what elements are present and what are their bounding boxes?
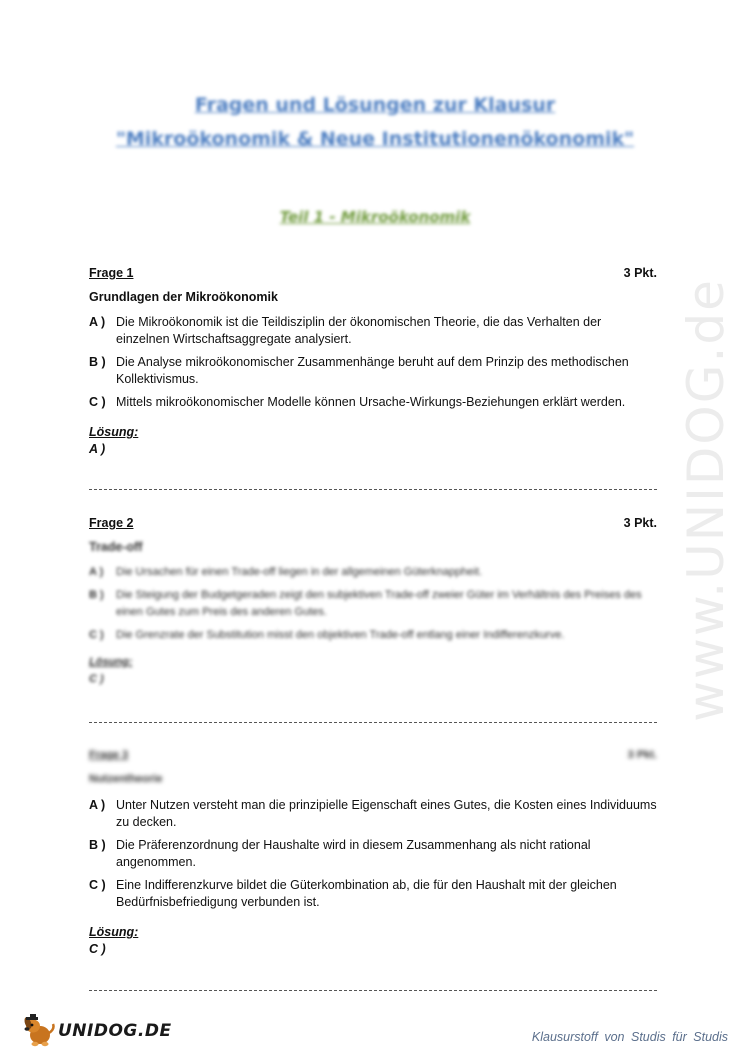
- answer-option-b: [89, 354, 657, 388]
- unidog-logo[interactable]: [22, 1013, 172, 1049]
- solution-answer: C ): [89, 942, 106, 956]
- answer-option-c: [89, 877, 657, 911]
- option-letter: A ): [89, 566, 104, 578]
- separator-line: [89, 489, 657, 490]
- watermark: [676, 270, 736, 730]
- option-letter: B ): [89, 355, 106, 369]
- option-text: Die Steigung der Budgetgeraden zeigt den subjektiven Trade-off zweier Güter im Verhältnis des Preises des einen Gutes zum Preis des anderen Gutes.: [116, 589, 642, 618]
- option-letter: C ): [89, 629, 104, 641]
- question-points: 3 Pkt.: [623, 516, 657, 530]
- question-header: [89, 516, 657, 534]
- option-text: Mittels mikroökonomischer Modelle können Ursache-Wirkungs-Beziehungen erklärt werden.: [116, 395, 626, 409]
- option-text: Die Präferenzordnung der Haushalte wird in diesem Zusammenhang als nicht rational angenommen.: [116, 838, 591, 869]
- solution-answer: A ): [89, 442, 106, 456]
- answer-option-b: [89, 837, 657, 871]
- question-points: 3 Pkt.: [623, 266, 657, 280]
- footer-tagline: Klausurstoff von Studis für Studis: [531, 1030, 728, 1044]
- document-title-line1: Fragen und Lösungen zur Klausur: [194, 94, 556, 116]
- option-text: Eine Indifferenzkurve bildet die Güterkombination ab, die für den Haushalt mit der gleichen Bedürfnisbefriedigung verbunden ist.: [116, 878, 617, 909]
- question-header: [89, 266, 657, 284]
- option-text: Die Analyse mikroökonomischer Zusammenhänge beruht auf dem Prinzip des methodischen Kollektivismus.: [116, 355, 629, 386]
- option-text: Die Grenzrate der Substitution misst den objektiven Trade-off entlang einer Indifferenzkurve.: [116, 629, 565, 641]
- answer-option-c: [89, 394, 657, 411]
- question-2: [89, 516, 657, 690]
- separator-line: [89, 990, 657, 991]
- question-points: 3 Pkt.: [627, 749, 657, 761]
- question-label: Frage 1: [89, 266, 134, 280]
- question-label: Frage 2: [89, 516, 134, 530]
- watermark-text: www.UNIDOG.de: [677, 278, 736, 722]
- answer-option-a: [89, 797, 657, 831]
- option-text: Die Ursachen für einen Trade-off liegen in der allgemeinen Güterknappheit.: [116, 566, 483, 578]
- solution-answer: C ): [89, 673, 104, 685]
- option-letter: C ): [89, 395, 106, 409]
- question-1: [89, 266, 657, 459]
- question-label: Frage 3: [89, 749, 129, 761]
- option-letter: C ): [89, 878, 106, 892]
- question-topic: Nutzentheorie: [89, 773, 163, 785]
- question-topic: Grundlagen der Mikroökonomik: [89, 290, 278, 304]
- question-topic: Trade-off: [89, 540, 143, 554]
- solution-label: Lösung:: [89, 425, 139, 439]
- solution-label: Lösung:: [89, 925, 139, 939]
- answer-option-a: [89, 314, 657, 348]
- option-letter: A ): [89, 798, 106, 812]
- logo-text: UNIDOG.DE: [58, 1021, 172, 1041]
- solution-label: Lösung:: [89, 656, 133, 668]
- option-letter: B ): [89, 838, 106, 852]
- option-text: Unter Nutzen versteht man die prinzipielle Eigenschaft eines Gutes, die Kosten eines Individuums zu decken.: [116, 798, 657, 829]
- answer-option-a: [89, 564, 657, 581]
- question-3: [89, 749, 657, 959]
- dog-mascot-icon: [22, 1013, 56, 1049]
- separator-line: [89, 722, 657, 723]
- answer-option-b: [89, 587, 657, 621]
- document-title-line2: "Mikroökonomik & Neue Institutionenökonomik": [115, 128, 635, 150]
- option-letter: B ): [89, 589, 104, 601]
- question-header: [89, 749, 657, 767]
- option-text: Die Mikroökonomik ist die Teildisziplin der ökonomischen Theorie, die das Verhalten der einzelnen Wirtschaftsaggregate analysiert.: [116, 315, 602, 346]
- answer-option-c: [89, 627, 657, 644]
- section-title: Teil 1 - Mikroökonomik: [279, 208, 471, 226]
- option-letter: A ): [89, 315, 106, 329]
